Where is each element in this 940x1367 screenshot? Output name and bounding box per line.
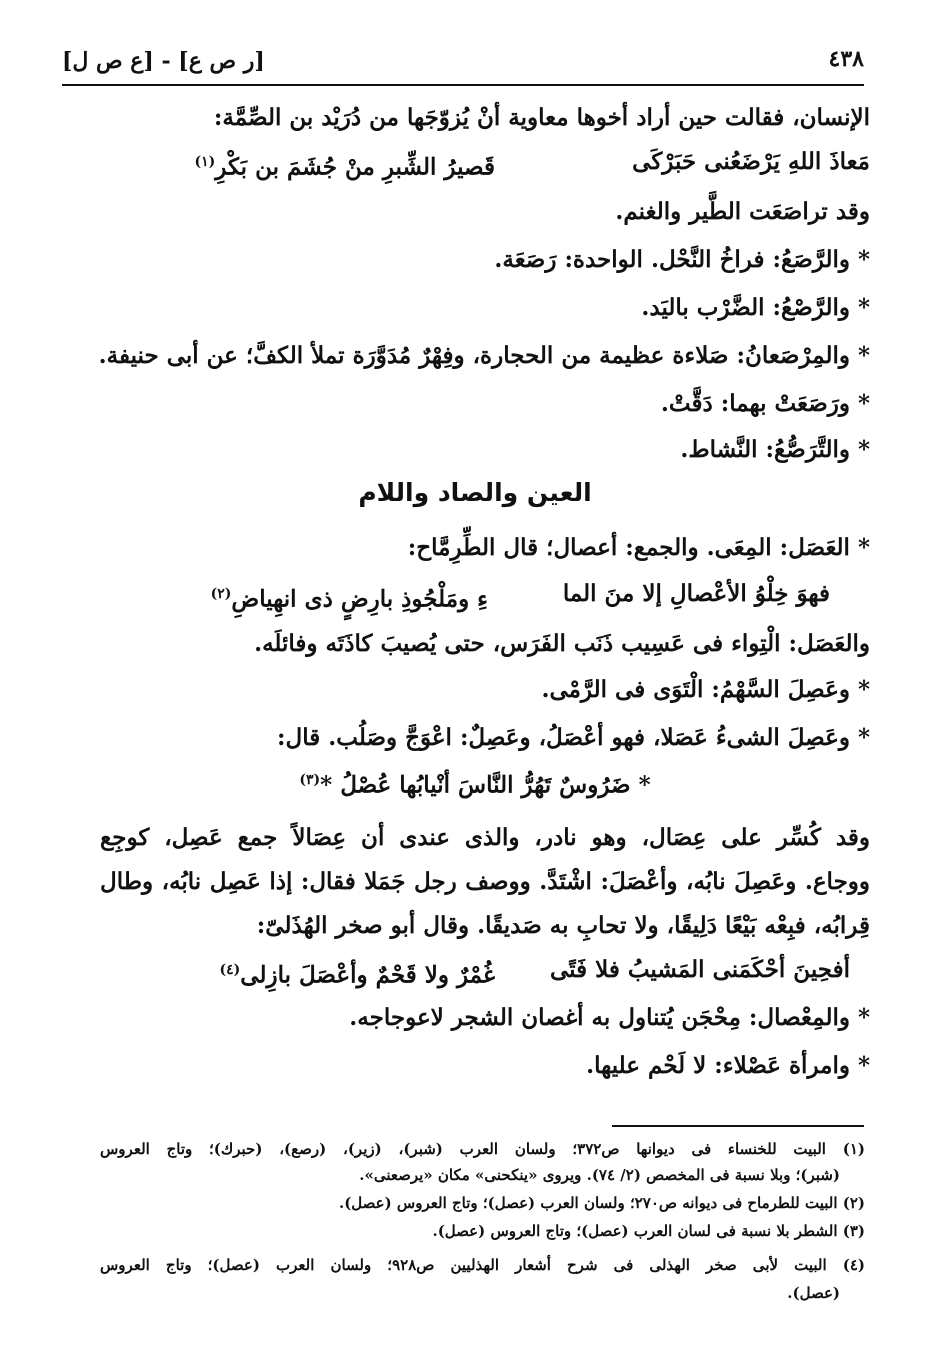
entry-line: * العَصَل: المِعَى. والجمع: أعصال؛ قال الطِّرِمَّاح: — [407, 534, 870, 561]
footnote: (٤) البيت لأبى صخر الهذلى فى شرح أشعار الهذليين ص٩٢٨؛ ولسان العرب (عصل)؛ وتاج العروس — [100, 1256, 865, 1274]
footnote: (١) البيت للخنساء فى ديوانها ص٣٧٢؛ ولسان العرب (شبر)، (زير)، (رصع)، (حبرك)؛ وتاج العروس — [100, 1140, 865, 1158]
page-header — [62, 46, 864, 80]
footnote-ref: (٣) — [299, 772, 321, 788]
footnote-ref: (٤) — [219, 962, 241, 978]
entry-line: * والرَّصَعُ: فراخُ النَّحْل. الواحدة: رَصَعَة. — [494, 246, 870, 273]
entry-line: * والتَّرَصُّعُ: النَّشاط. — [680, 436, 870, 463]
footnote-continuation: (شبر)؛ وبلا نسبة فى المخصص (٢/ ٧٤). ويروى «ينكحنى» مكان «يرصعنى». — [359, 1166, 840, 1184]
verse-hemistich-first: أفحِينَ أحْكَمَنى المَشيبُ فلا فَتًى — [550, 956, 850, 983]
entry-line: قِرابُه، فبِعْه بَيْعًا دَلِيقًا، ولا تحابِ به صَديقًا. وقال أبو صخر الهُذَلىّ: — [256, 912, 870, 939]
verse-hemistich-first: فهوَ خِلْوُ الأعْصالِ إلا منَ الما — [562, 580, 830, 607]
verse-line: * ضَرُوسٌ تَهُرُّ النَّاسَ أنْيابُها عُصْلُ *$^{(٣)}$ — [299, 771, 651, 799]
footnote-rule — [612, 1125, 864, 1127]
footnote: (٣) الشطر بلا نسبة فى لسان العرب (عصل)؛ وتاج العروس (عصل). — [432, 1222, 865, 1240]
entry-line: * وعَصِلَ السَّهْمُ: الْتَوَى فى الرَّمْى. — [541, 676, 870, 703]
verse-hemistich-first: مَعاذَ اللهِ يَرْضَعُنى حَبَرْكَى — [632, 148, 870, 175]
entry-line: وقد كُسِّر على عِصَال، وهو نادر، والذى عندى أن عِصَالاً جمع عَصِل، كوجِع — [100, 824, 870, 851]
page-number: ٤٣٨ — [828, 46, 864, 72]
footnote: (٢) البيت للطرماح فى ديوانه ص٢٧٠؛ ولسان العرب (عصل)؛ وتاج العروس (عصل). — [338, 1194, 865, 1212]
verse-hemistich-second: قَصيرُ الشِّبرِ منْ جُشَمَ بن بَكْرِ$^{(١)}$ — [194, 153, 495, 181]
entry-line: * ورَصَعَتْ بهما: دَقَّتْ. — [660, 390, 870, 417]
entry-line: والعَصَل: الْتِواء فى عَسِيب ذَنَب الفَرَس، حتى يُصيبَ كاذَتَه وفائلَه. — [254, 630, 870, 657]
section-title: العين والصاد واللام — [358, 478, 592, 507]
footnote-ref: (٢) — [210, 586, 232, 602]
entry-line: ووجاع. وعَصِلَ نابُه، وأعْصَلَ: اشْتَدَّ. ووصف رجل جَمَلا فقال: إذا عَصِل نابُه، وطال — [100, 868, 870, 895]
entry-line: * وامرأة عَصْلاء: لا لَحْم عليها. — [586, 1052, 870, 1079]
footnote-continuation: (عصل). — [787, 1284, 840, 1302]
footnote-ref: (١) — [194, 154, 216, 170]
running-head: [ر ص ع] - [ع ص ل] — [62, 48, 265, 74]
entry-line: * والمِرْصَعانُ: صَلاءة عظيمة من الحجارة، وفِهْرٌ مُدَوَّرَة تملأ الكفَّ؛ عن أبى حنيفة. — [98, 342, 870, 369]
entry-line: وقد تراصَعَت الطَّير والغنم. — [615, 198, 870, 225]
entry-line: * والرَّصْعُ: الضَّرْب باليَد. — [641, 294, 870, 321]
verse-hemistich-second: غُمْرٌ ولا قَحْمٌ وأعْصَلَ بازِلى$^{(٤)}$ — [219, 961, 495, 989]
entry-line: * وعَصِلَ الشىءُ عَصَلا، فهو أعْصَلُ، وعَصِلٌ: اعْوَجَّ وصَلُب. قال: — [277, 724, 870, 751]
header-rule — [62, 84, 864, 86]
verse-hemistich-second: ءِ ومَلْجُوذِ بارِضٍ ذى انهِياضِ$^{(٢)}$ — [210, 585, 488, 613]
entry-line: الإنسان، فقالت حين أراد أخوها معاوية أنْ يُزوّجَها من دُرَيْد بن الصِّمَّة: — [213, 104, 870, 131]
entry-line: * والمِعْصال: مِحْجَن يُتناول به أغصان الشجر لاعوجاجه. — [349, 1004, 870, 1031]
